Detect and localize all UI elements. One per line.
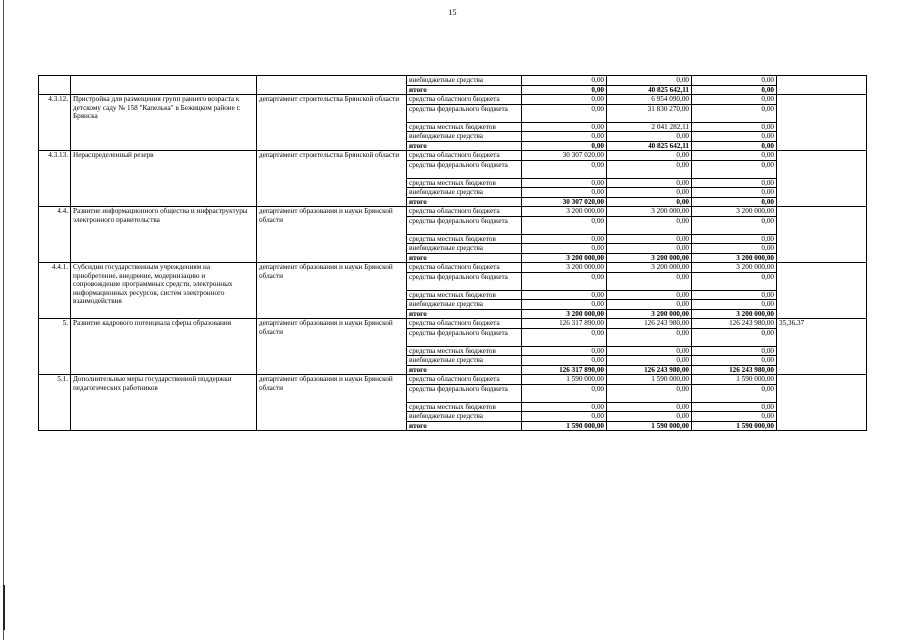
responsible-organization: департамент строительства Брянской области [257, 95, 407, 151]
item-name: Развитие информационного общества и инфраструктуры электронного правительства [71, 207, 257, 263]
amount-cell: 0,00 [607, 402, 692, 412]
indicator-cell: 35,36,37 [777, 319, 867, 375]
budget-table [38, 75, 867, 431]
funding-source-cell: средства федерального бюджета [407, 160, 522, 178]
amount-cell: 3 200 000,00 [607, 207, 692, 217]
table-row [39, 263, 867, 273]
funding-source-cell: итого [407, 85, 522, 95]
funding-source-cell: средства федерального бюджета [407, 272, 522, 290]
table-row [39, 375, 867, 385]
amount-cell: 40 825 642,11 [607, 85, 692, 95]
funding-source-cell: внебюджетные средства [407, 188, 522, 198]
funding-source-cell: итого [407, 141, 522, 151]
page-number: 15 [448, 8, 457, 17]
amount-cell: 2 041 282,11 [607, 122, 692, 132]
funding-source-cell: внебюджетные средства [407, 132, 522, 142]
funding-source-cell: средства федерального бюджета [407, 384, 522, 402]
amount-cell: 0,00 [692, 234, 777, 244]
amount-cell: 0,00 [522, 300, 607, 310]
responsible-organization: департамент образования и науки Брянской области [257, 263, 407, 319]
amount-cell: 0,00 [607, 178, 692, 188]
org-cell [257, 76, 407, 95]
amount-cell: 0,00 [692, 160, 777, 178]
funding-source-cell: средства местных бюджетов [407, 234, 522, 244]
amount-cell: 0,00 [607, 346, 692, 356]
amount-cell: 126 317 890,00 [522, 365, 607, 375]
amount-cell: 3 200 000,00 [607, 263, 692, 273]
amount-cell: 1 590 000,00 [522, 421, 607, 431]
amount-cell: 0,00 [692, 151, 777, 161]
amount-cell: 0,00 [607, 244, 692, 254]
amount-cell: 3 200 000,00 [522, 309, 607, 319]
amount-cell: 0,00 [607, 197, 692, 207]
funding-source-cell: средства областного бюджета [407, 263, 522, 273]
amount-cell: 0,00 [607, 216, 692, 234]
amount-cell: 0,00 [522, 160, 607, 178]
amount-cell: 0,00 [522, 290, 607, 300]
amount-cell: 0,00 [692, 95, 777, 105]
item-number: 4.4. [39, 207, 71, 263]
amount-cell: 0,00 [607, 328, 692, 346]
funding-source-cell: средства федерального бюджета [407, 328, 522, 346]
amount-cell: 0,00 [607, 234, 692, 244]
amount-cell: 0,00 [692, 188, 777, 198]
amount-cell: 0,00 [607, 132, 692, 142]
amount-cell: 0,00 [522, 402, 607, 412]
amount-cell: 0,00 [692, 197, 777, 207]
amount-cell: 0,00 [692, 328, 777, 346]
item-name: Развитие кадрового потенциала сферы образования [71, 319, 257, 375]
funding-source-cell: средства местных бюджетов [407, 346, 522, 356]
indicator-cell [777, 207, 867, 263]
amount-cell: 3 200 000,00 [692, 263, 777, 273]
amount-cell: 3 200 000,00 [522, 253, 607, 263]
amount-cell: 0,00 [607, 356, 692, 366]
amount-cell: 0,00 [692, 76, 777, 86]
amount-cell: 0,00 [692, 244, 777, 254]
amount-cell: 40 825 642,11 [607, 141, 692, 151]
amount-cell: 0,00 [692, 216, 777, 234]
table-row [39, 151, 867, 161]
table-row [39, 95, 867, 105]
amount-cell: 1 590 000,00 [607, 421, 692, 431]
item-number: 4.3.12. [39, 95, 71, 151]
amount-cell: 0,00 [522, 141, 607, 151]
amount-cell: 30 307 020,00 [522, 197, 607, 207]
amount-cell: 0,00 [607, 300, 692, 310]
amount-cell: 0,00 [692, 384, 777, 402]
amount-cell: 0,00 [692, 132, 777, 142]
funding-source-cell: средства федерального бюджета [407, 216, 522, 234]
amount-cell: 0,00 [522, 216, 607, 234]
amount-cell: 0,00 [522, 122, 607, 132]
amount-cell: 0,00 [692, 402, 777, 412]
amount-cell: 126 243 980,00 [607, 365, 692, 375]
amount-cell: 0,00 [522, 132, 607, 142]
funding-source-cell: итого [407, 309, 522, 319]
amount-cell: 0,00 [522, 85, 607, 95]
amount-cell: 0,00 [692, 412, 777, 422]
funding-source-cell: итого [407, 365, 522, 375]
item-name: Нераспределенный резерв [71, 151, 257, 207]
amount-cell: 0,00 [522, 272, 607, 290]
amount-cell: 31 830 270,00 [607, 104, 692, 122]
amount-cell: 0,00 [522, 234, 607, 244]
amount-cell: 0,00 [692, 141, 777, 151]
amount-cell: 1 590 000,00 [692, 375, 777, 385]
amount-cell: 0,00 [522, 384, 607, 402]
amount-cell: 1 590 000,00 [522, 375, 607, 385]
indicator-cell [777, 95, 867, 151]
amount-cell: 1 590 000,00 [692, 421, 777, 431]
amount-cell: 3 200 000,00 [522, 263, 607, 273]
amount-cell: 0,00 [522, 244, 607, 254]
amount-cell: 0,00 [692, 122, 777, 132]
table-row [39, 207, 867, 217]
indicator-cell [777, 151, 867, 207]
page-left-edge [3, 0, 4, 640]
responsible-organization: департамент образования и науки Брянской области [257, 375, 407, 431]
amount-cell: 0,00 [522, 188, 607, 198]
amount-cell: 126 243 980,00 [607, 319, 692, 329]
funding-source-cell: внебюджетные средства [407, 300, 522, 310]
funding-source-cell: итого [407, 421, 522, 431]
amount-cell: 0,00 [522, 412, 607, 422]
amount-cell: 126 243 980,00 [692, 319, 777, 329]
responsible-organization: департамент образования и науки Брянской области [257, 319, 407, 375]
funding-source-cell: итого [407, 197, 522, 207]
amount-cell: 3 200 000,00 [522, 207, 607, 217]
amount-cell: 0,00 [607, 76, 692, 86]
amount-cell: 0,00 [692, 356, 777, 366]
amount-cell: 126 243 980,00 [692, 365, 777, 375]
indicator-cell [777, 263, 867, 319]
amount-cell: 30 307 020,00 [522, 151, 607, 161]
funding-source-cell: внебюджетные средства [407, 244, 522, 254]
table-row [39, 319, 867, 329]
amount-cell: 0,00 [522, 346, 607, 356]
funding-source-cell: средства местных бюджетов [407, 178, 522, 188]
amount-cell: 0,00 [607, 151, 692, 161]
table-row [39, 76, 867, 86]
amount-cell: 3 200 000,00 [607, 253, 692, 263]
amount-cell: 3 200 000,00 [607, 309, 692, 319]
item-number: 4.3.13. [39, 151, 71, 207]
funding-source-cell: внебюджетные средства [407, 76, 522, 86]
funding-source-cell: средства областного бюджета [407, 207, 522, 217]
funding-source-cell: средства федерального бюджета [407, 104, 522, 122]
item-name: Пристройка для размещения групп раннего возраста к детскому саду № 158 "Капелька" в Бежицком районе г. Брянска [71, 95, 257, 151]
amount-cell: 1 590 000,00 [607, 375, 692, 385]
amount-cell: 0,00 [692, 178, 777, 188]
funding-source-cell: внебюджетные средства [407, 356, 522, 366]
amount-cell: 0,00 [607, 290, 692, 300]
item-number: 5. [39, 319, 71, 375]
funding-source-cell: средства областного бюджета [407, 95, 522, 105]
item-name: Субсидии государственным учреждениям на приобретение, внедрение, модернизацию и сопровождение программных средств, электронных информационных ресурсов, систем электронного взаимодействия [71, 263, 257, 319]
amount-cell: 3 200 000,00 [692, 253, 777, 263]
funding-source-cell: средства областного бюджета [407, 319, 522, 329]
indicator-cell [777, 76, 867, 95]
amount-cell: 0,00 [692, 290, 777, 300]
funding-source-cell: внебюджетные средства [407, 412, 522, 422]
amount-cell: 0,00 [692, 104, 777, 122]
number-cell [39, 76, 71, 95]
funding-source-cell: средства областного бюджета [407, 151, 522, 161]
amount-cell: 6 954 090,00 [607, 95, 692, 105]
funding-source-cell: средства местных бюджетов [407, 122, 522, 132]
item-number: 4.4.1. [39, 263, 71, 319]
amount-cell: 0,00 [692, 346, 777, 356]
name-cell [71, 76, 257, 95]
amount-cell: 3 200 000,00 [692, 309, 777, 319]
item-name: Дополнительные меры государственной поддержки педагогических работников [71, 375, 257, 431]
amount-cell: 126 317 890,00 [522, 319, 607, 329]
amount-cell: 0,00 [522, 104, 607, 122]
amount-cell: 0,00 [522, 95, 607, 105]
budget-table-body [39, 76, 867, 431]
funding-source-cell: средства местных бюджетов [407, 402, 522, 412]
amount-cell: 0,00 [607, 384, 692, 402]
amount-cell: 0,00 [692, 272, 777, 290]
amount-cell: 0,00 [522, 328, 607, 346]
amount-cell: 0,00 [692, 85, 777, 95]
amount-cell: 0,00 [692, 300, 777, 310]
funding-source-cell: средства областного бюджета [407, 375, 522, 385]
funding-source-cell: средства местных бюджетов [407, 290, 522, 300]
binding-mark [3, 585, 5, 630]
amount-cell: 0,00 [607, 412, 692, 422]
amount-cell: 0,00 [607, 272, 692, 290]
amount-cell: 3 200 000,00 [692, 207, 777, 217]
funding-source-cell: итого [407, 253, 522, 263]
responsible-organization: департамент строительства Брянской области [257, 151, 407, 207]
indicator-cell [777, 375, 867, 431]
amount-cell: 0,00 [522, 356, 607, 366]
amount-cell: 0,00 [522, 178, 607, 188]
amount-cell: 0,00 [607, 160, 692, 178]
amount-cell: 0,00 [522, 76, 607, 86]
item-number: 5.1. [39, 375, 71, 431]
responsible-organization: департамент образования и науки Брянской области [257, 207, 407, 263]
amount-cell: 0,00 [607, 188, 692, 198]
